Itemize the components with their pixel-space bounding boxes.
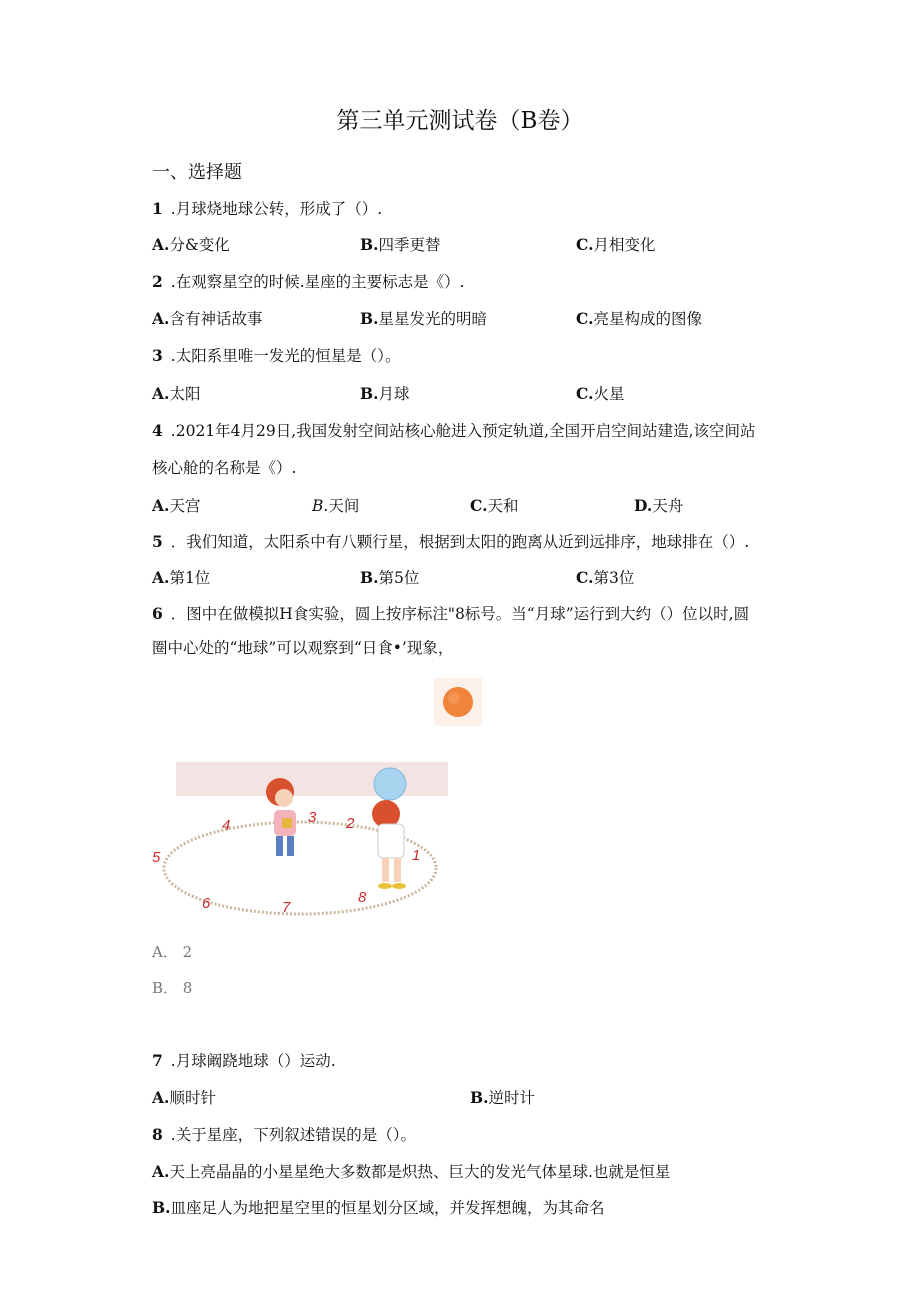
orbit-label-3: 3: [308, 809, 317, 826]
q5-option-c[interactable]: C.第3位: [576, 568, 635, 587]
orbit-label-6: 6: [202, 895, 211, 912]
question-4-line-2: 核心舱的名称是《）.: [152, 459, 297, 477]
question-text: .月球烧地球公转，形成了（）.: [170, 200, 383, 218]
question-6: [152, 602, 749, 624]
orbit-label-5: 5: [152, 849, 161, 866]
question-text: .太阳系里唯一发光的恒星是（）。: [170, 347, 401, 365]
q2-option-c[interactable]: C.亮星构成的图像: [576, 309, 702, 328]
eclipse-experiment-figure: [150, 762, 450, 922]
q1-option-a[interactable]: A.分&变化: [152, 235, 230, 254]
question-number: 8: [152, 1125, 163, 1144]
orbit-label-8: 8: [358, 889, 367, 906]
question-text: .关于星座，下列叙述错误的是（）。: [170, 1126, 416, 1144]
question-number: 7: [152, 1051, 163, 1070]
question-5: [152, 530, 749, 552]
question-number: 4: [152, 421, 163, 440]
question-3: [152, 344, 400, 366]
q3-option-c[interactable]: C.火星: [576, 384, 625, 403]
q8-option-b[interactable]: B.皿座足人为地把星空里的恒星划分区域，并发挥想魄，为其命名: [152, 1198, 605, 1217]
page-title: 第三单元测试卷（B卷）: [336, 108, 584, 134]
child-figure-left: [266, 778, 296, 856]
q4-option-c[interactable]: C.天和: [470, 496, 519, 515]
q1-option-c[interactable]: C.月相变化: [576, 235, 656, 254]
q6-option-b[interactable]: B． 8: [152, 979, 193, 997]
section-heading: 一、选择题: [152, 162, 242, 183]
sun-highlight: [448, 692, 460, 704]
question-text: .2021年4月29日,我国发射空间站核心舱进入预定轨道,全国开启空间站建造,该空间站: [170, 422, 756, 440]
q5-option-b[interactable]: B.第5位: [360, 568, 420, 587]
orbit-label-7: 7: [282, 899, 291, 916]
q7-option-a[interactable]: A.顺时针: [152, 1088, 216, 1107]
q3-option-a[interactable]: A.太阳: [152, 384, 201, 403]
question-7: [152, 1049, 336, 1071]
question-number: 5: [152, 532, 163, 551]
orbit-label-2: 2: [346, 815, 355, 832]
question-text: .在观察星空的时候.星座的主要标志是《）.: [170, 273, 465, 291]
question-8: [152, 1123, 416, 1145]
question-4: [152, 419, 756, 441]
orbit-label-1: 1: [412, 847, 421, 864]
q4-option-d[interactable]: D.天舟: [634, 496, 684, 515]
q6-option-a[interactable]: A． 2: [152, 943, 193, 961]
child-figure-right: [372, 768, 406, 889]
question-number: 6: [152, 604, 163, 623]
orbit-label-4: 4: [222, 817, 231, 834]
wall-backdrop: [176, 762, 448, 796]
question-number: 3: [152, 346, 163, 365]
question-1: [152, 197, 382, 219]
question-text: .月球阚跷地球（）运动.: [170, 1052, 336, 1070]
sun-figure: [434, 678, 482, 726]
question-number: 2: [152, 272, 163, 291]
q1-option-b[interactable]: B.四季更替: [360, 235, 441, 254]
question-6-line-2: 圈中心处的“地球”可以观察到“日食•’现象，: [152, 639, 454, 657]
q8-option-a[interactable]: A.天上亮晶晶的小星星绝大多数都是炽热、巨大的发光气体星球.也就是恒星: [152, 1162, 671, 1181]
q5-option-a[interactable]: A.第1位: [152, 568, 211, 587]
q7-option-b[interactable]: B.逆时计: [470, 1088, 536, 1107]
q2-option-a[interactable]: A.含有神话故事: [152, 309, 263, 328]
question-text: ．我们知道，太阳系中有八颗行星，根据到太阳的跑离从近到远排序，地球排在（）.: [170, 533, 750, 551]
question-text: ．图中在做模拟H食实验，圆上按序标注"8标号。当“月球”运行到大约（）位以时,圆: [170, 605, 750, 623]
q3-option-b[interactable]: B.月球: [360, 384, 410, 403]
question-number: 1: [152, 199, 163, 218]
q4-option-b[interactable]: B.天间: [312, 497, 360, 515]
q2-option-b[interactable]: B.星星发光的明暗: [360, 309, 488, 328]
question-2: [152, 270, 465, 292]
q4-option-a[interactable]: A.天宫: [152, 496, 201, 515]
